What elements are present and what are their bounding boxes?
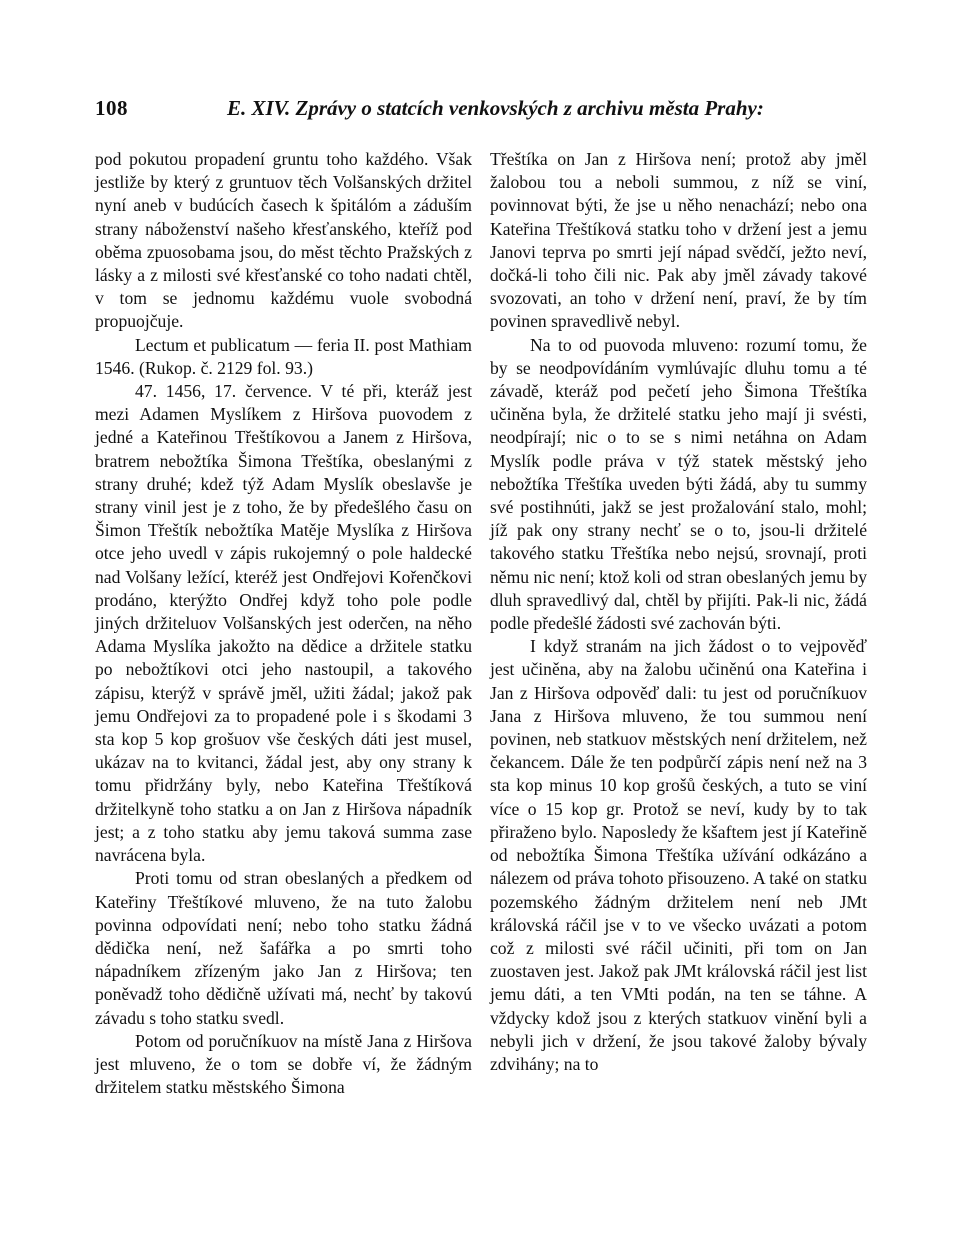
paragraph: pod pokutou propadení gruntu toho každého. Však jestliže by který z gruntuov těch Volšanských držitel nyní aneb v budúcích časech k špitálóm a záduším strany náboženství našeho křesťanského, kteříž pod oběma zpuosobama jsou, do měst těchto Pražských z lásky a z milosti své křesťanské co toho nadati chtěl, v tom se jednomu každému vuole svobodná propuojčuje. (95, 149, 472, 332)
paragraph: Proti tomu od stran obeslaných a předkem od Kateřiny Třeštíkové mluveno, že na tuto žalobu povinna odpovídati není; nebo toho statku žádná dědička není, než šafářka a po smrti toho nápadníkem zřízeným jako Jan z Hiršova; ten poněvadž toho dědičně užívati má, nechť by takovú závadu s toho statku svedl. (95, 868, 472, 1028)
running-title: E. XIV. Zprávy o statcích venkovských z archivu města Prahy: (227, 96, 764, 120)
paragraph: Třeštíka on Jan z Hiršova není; protož aby jměl žalobou tou a neboli summou, z níž se viní, povinnovat býti, že jse u něho nenachází; nebo ona Kateřina Třeštíková statku toho v držení jest a jemu Janovi teprva po smrti její nápad svědčí, ježto neví, dočká-li toho čili nic. Pak aby jměl závady takové svozovati, an toho v držení není, praví, že by tím povinen spravedlivě nebyl. (490, 149, 867, 332)
paragraph: Potom od poručníkuov na místě Jana z Hiršova jest mluveno, že o tom se dobře ví, že žádným držitelem statku městského Šimona (95, 1030, 472, 1098)
paragraph: Lectum et publicatum — feria II. post Mathiam 1546. (Rukop. č. 2129 fol. 93.) (95, 334, 472, 378)
running-head (95, 96, 867, 130)
paragraph: Na to od puovoda mluveno: rozumí tomu, že by se neodpovídáním vymlúvajíc dluhu tomu a té závadě, kteráž pod pečetí jeho Šimona Třeštíka učiněna byla, že držitelé statku jeho mají ji svésti, neodpírají; nic o to se s nimi netáhna on Adam Myslík podle práva v týž statek městský jeho nebožtíka Třeštíka uveden býti žádá, aby tu summy své postihnúti, jakž se jest prožalování stalo, mohl; jíž pak ony strany nechť se o to, jsou-li držitelé takového statku Třeštíka nebo nejsú, srovnají, proti němu nic není; ktož koli od stran obeslaných jemu by dluh spravedlivý dal, chtěl by přijíti. Pak-li nic, žádá podle předešlé žádosti své zachován býti. (490, 334, 867, 634)
paragraph: 47. 1456, 17. července. V té při, kteráž jest mezi Adamen Myslíkem z Hiršova puovodem z jedné a Kateřinou Třeštíkovou a Janem z Hiršova, bratrem nebožtíka Šimona Třeštíka, obeslanými z strany druhé; kdež týž Adam Myslík obeslavše je strany vinil jest je z toho, že by předešlého času on Šimon Třeštík nebožtíka Matěje Myslíka z Hiršova otce jeho uvedl v zápis rukojemný o pole haldecké nad Volšany ležící, kteréž jest Ondřejovi Kořenčkovi prodáno, kterýžto Ondřej když toho pole podle jiných držiteluov Volšanských jest oderčen, na něho Adama Myslíka jakožto na dědice a držitele statku po nebožtíkovi otci jeho nastoupil, a takového zápisu, kterýž v správě jměl, užiti žádal; jakož pak jemu Ondřejovi za to propadené pole i s škodami 3 sta kop 5 kop grošuov vše českých dáti jest musel, ukázav na to kvitanci, žádal jest, aby ony strany k tomu přidržány byly, nebo Kateřina Třeštíková držitelkyně toho statku a on Jan z Hiršova nápadník jest; a z toho statku aby jemu taková summa zase navrácena byla. (95, 381, 472, 866)
paragraph: I když stranám na jich žádost o to vejpověď jest učiněna, aby na žalobu učiněnú ona Kateřina i Jan z Hiršova odpověď dali: tu jest od poručníkuov Jana z Hiršova mluveno, že tou summou není povinen, neb statkuov městských není držitelem, než čekancem. Dále že ten podpůrčí zápis není než na 3 sta kop minus 10 kop grošů českých, a tuto se viní více o 15 kop gr. Protož se neví, kudy by to tak přiraženo bylo. Naposledy že kšaftem jest jí Kateřině od nebožtíka Šimona Třeštíka užívání odkázáno a nálezem od práva tohoto přisouzeno. A také on statku pozemského žádným držitelem není neb JMt královská ráčil jse v to ve všecko uvázati a potom což z milosti své ráčil učiniti, při tom on Jan zuostaven jest. Jakož pak JMt královská ráčil jest list jemu dáti, a ten VMti podán, na ten se táhne. A vždycky kdož jsou z kterých statkuov vinění byli a nebyli jich v držení, že jsou takové žaloby bývaly zdvihány; na to (490, 636, 867, 1074)
left-column (95, 148, 472, 1099)
page-number: 108 (95, 96, 128, 120)
right-column (490, 148, 867, 1076)
